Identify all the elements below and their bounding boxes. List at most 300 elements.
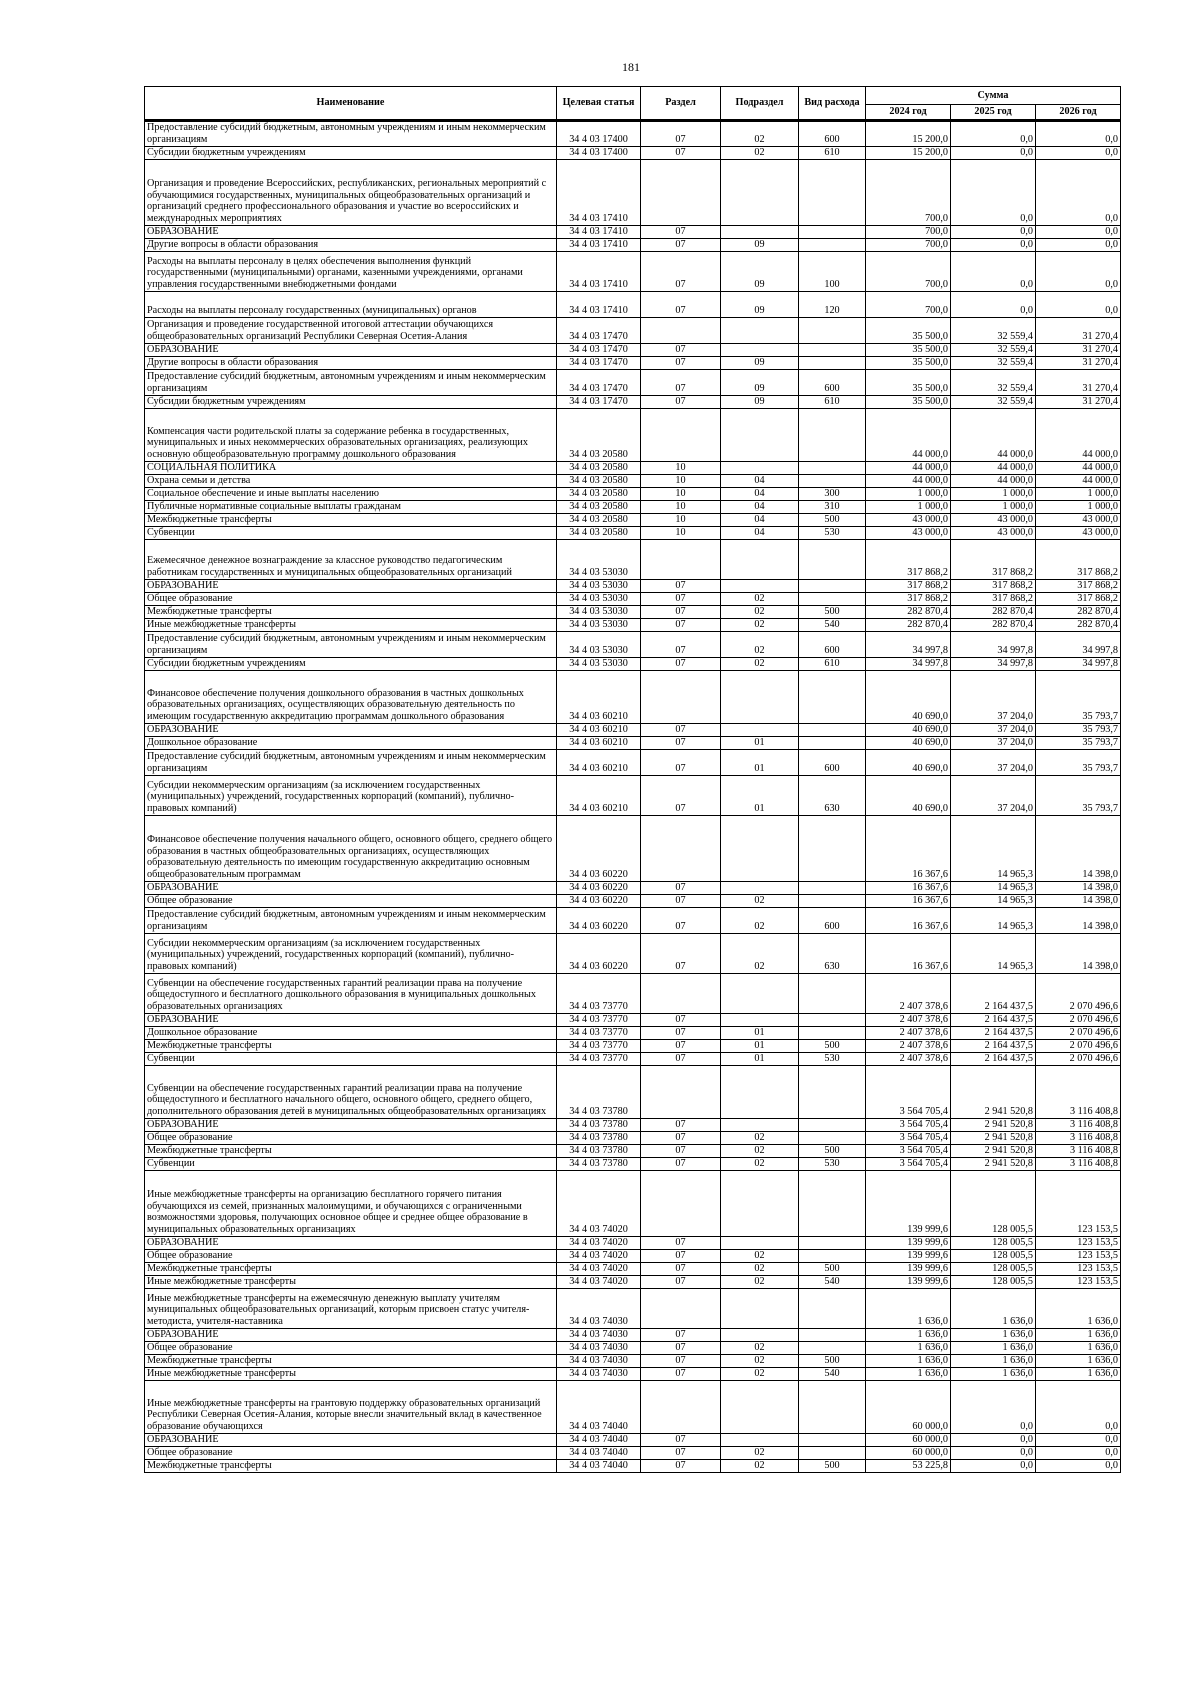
cell-target-code: 34 4 03 73780: [557, 1158, 641, 1171]
cell-sum-2026: 0,0: [1036, 226, 1121, 239]
cell-subsection: [721, 580, 799, 593]
cell-sum-2025: 0,0: [951, 160, 1036, 226]
cell-subsection: 01: [721, 1027, 799, 1040]
cell-sum-2024: 2 407 378,6: [866, 974, 951, 1014]
cell-sum-2024: 35 500,0: [866, 396, 951, 409]
cell-subsection: [721, 1289, 799, 1329]
cell-subsection: 09: [721, 370, 799, 396]
cell-sum-2025: 37 204,0: [951, 750, 1036, 776]
cell-section: 07: [641, 1460, 721, 1473]
cell-section: 07: [641, 396, 721, 409]
cell-sum-2024: 317 868,2: [866, 540, 951, 580]
cell-name: ОБРАЗОВАНИЕ: [145, 882, 557, 895]
cell-name: Общее образование: [145, 895, 557, 908]
cell-target-code: 34 4 03 17470: [557, 344, 641, 357]
cell-expense-type: 600: [799, 908, 866, 934]
cell-subsection: [721, 226, 799, 239]
table-row: [145, 252, 1121, 292]
cell-sum-2024: 139 999,6: [866, 1276, 951, 1289]
cell-sum-2024: 3 564 705,4: [866, 1145, 951, 1158]
cell-sum-2025: 37 204,0: [951, 724, 1036, 737]
header-section: Раздел: [641, 87, 721, 121]
cell-sum-2026: 14 398,0: [1036, 895, 1121, 908]
cell-name: Иные межбюджетные трансферты: [145, 1368, 557, 1381]
cell-expense-type: 500: [799, 1040, 866, 1053]
cell-sum-2025: 317 868,2: [951, 580, 1036, 593]
cell-sum-2026: 123 153,5: [1036, 1250, 1121, 1263]
cell-section: 07: [641, 1368, 721, 1381]
cell-sum-2025: 32 559,4: [951, 344, 1036, 357]
table-row: [145, 475, 1121, 488]
cell-sum-2026: 1 636,0: [1036, 1342, 1121, 1355]
cell-section: 07: [641, 1158, 721, 1171]
table-row: [145, 239, 1121, 252]
cell-sum-2025: 2 941 520,8: [951, 1132, 1036, 1145]
cell-expense-type: [799, 1342, 866, 1355]
cell-target-code: 34 4 03 74020: [557, 1276, 641, 1289]
table-row: [145, 514, 1121, 527]
cell-section: 07: [641, 1145, 721, 1158]
cell-subsection: 01: [721, 737, 799, 750]
cell-name: Организация и проведение государственной итоговой аттестации обучающихся общеобразовательных организаций Республики Северная Осетия-Алания: [145, 318, 557, 344]
cell-expense-type: 300: [799, 488, 866, 501]
cell-expense-type: [799, 1237, 866, 1250]
table-row: [145, 1250, 1121, 1263]
cell-subsection: [721, 724, 799, 737]
cell-subsection: [721, 318, 799, 344]
cell-sum-2025: 37 204,0: [951, 671, 1036, 724]
header-sum: Сумма: [866, 87, 1121, 105]
cell-expense-type: 630: [799, 934, 866, 974]
cell-name: Иные межбюджетные трансферты: [145, 1276, 557, 1289]
cell-sum-2024: 139 999,6: [866, 1250, 951, 1263]
cell-sum-2025: 34 997,8: [951, 658, 1036, 671]
cell-section: [641, 540, 721, 580]
cell-sum-2024: 1 636,0: [866, 1368, 951, 1381]
cell-section: [641, 1289, 721, 1329]
cell-expense-type: [799, 1066, 866, 1119]
cell-sum-2024: 2 407 378,6: [866, 1040, 951, 1053]
header-year-2025: 2025 год: [951, 105, 1036, 121]
table-row: [145, 396, 1121, 409]
cell-sum-2024: 3 564 705,4: [866, 1066, 951, 1119]
cell-subsection: [721, 1434, 799, 1447]
cell-sum-2026: 3 116 408,8: [1036, 1119, 1121, 1132]
cell-expense-type: [799, 974, 866, 1014]
cell-subsection: 02: [721, 1158, 799, 1171]
table-row: [145, 1053, 1121, 1066]
header-year-2026: 2026 год: [1036, 105, 1121, 121]
cell-sum-2025: 317 868,2: [951, 593, 1036, 606]
cell-section: 10: [641, 527, 721, 540]
cell-target-code: 34 4 03 20580: [557, 409, 641, 462]
cell-sum-2025: 128 005,5: [951, 1171, 1036, 1237]
cell-section: 07: [641, 370, 721, 396]
cell-subsection: 02: [721, 1132, 799, 1145]
cell-sum-2025: 32 559,4: [951, 357, 1036, 370]
cell-expense-type: [799, 357, 866, 370]
cell-sum-2025: 1 000,0: [951, 488, 1036, 501]
cell-subsection: 04: [721, 475, 799, 488]
cell-sum-2024: 43 000,0: [866, 514, 951, 527]
cell-sum-2024: 139 999,6: [866, 1237, 951, 1250]
table-row: [145, 1066, 1121, 1119]
cell-name: Дошкольное образование: [145, 1027, 557, 1040]
cell-sum-2025: 282 870,4: [951, 606, 1036, 619]
cell-sum-2024: 1 636,0: [866, 1289, 951, 1329]
table-row: [145, 1145, 1121, 1158]
cell-expense-type: [799, 1119, 866, 1132]
cell-sum-2024: 35 500,0: [866, 370, 951, 396]
cell-sum-2025: 37 204,0: [951, 737, 1036, 750]
cell-expense-type: [799, 593, 866, 606]
cell-expense-type: 540: [799, 619, 866, 632]
cell-name: Субвенции: [145, 1158, 557, 1171]
cell-sum-2026: 2 070 496,6: [1036, 1014, 1121, 1027]
cell-expense-type: [799, 895, 866, 908]
cell-target-code: 34 4 03 20580: [557, 488, 641, 501]
table-row: [145, 226, 1121, 239]
cell-expense-type: [799, 344, 866, 357]
cell-sum-2024: 2 407 378,6: [866, 1014, 951, 1027]
table-row: [145, 1381, 1121, 1434]
cell-section: 07: [641, 750, 721, 776]
cell-name: ОБРАЗОВАНИЕ: [145, 1119, 557, 1132]
cell-sum-2024: 1 636,0: [866, 1342, 951, 1355]
cell-sum-2024: 700,0: [866, 292, 951, 318]
cell-target-code: 34 4 03 74030: [557, 1342, 641, 1355]
cell-expense-type: [799, 540, 866, 580]
cell-name: ОБРАЗОВАНИЕ: [145, 1434, 557, 1447]
cell-expense-type: [799, 1132, 866, 1145]
cell-subsection: [721, 1119, 799, 1132]
cell-sum-2024: 34 997,8: [866, 632, 951, 658]
cell-section: [641, 1381, 721, 1434]
cell-expense-type: [799, 816, 866, 882]
cell-sum-2025: 128 005,5: [951, 1237, 1036, 1250]
cell-name: Предоставление субсидий бюджетным, автономным учреждениям и иным некоммерческим организациям: [145, 632, 557, 658]
cell-expense-type: 100: [799, 252, 866, 292]
cell-name: Ежемесячное денежное вознаграждение за классное руководство педагогическим работникам государственных и муниципальных общеобразовательных организаций: [145, 540, 557, 580]
cell-target-code: 34 4 03 74020: [557, 1237, 641, 1250]
cell-expense-type: 540: [799, 1368, 866, 1381]
cell-sum-2026: 31 270,4: [1036, 396, 1121, 409]
cell-subsection: [721, 462, 799, 475]
cell-sum-2025: 317 868,2: [951, 540, 1036, 580]
table-row: [145, 370, 1121, 396]
cell-sum-2026: 31 270,4: [1036, 357, 1121, 370]
cell-name: Межбюджетные трансферты: [145, 1040, 557, 1053]
cell-target-code: 34 4 03 17470: [557, 357, 641, 370]
table-row: [145, 1014, 1121, 1027]
cell-name: Общее образование: [145, 593, 557, 606]
cell-subsection: 02: [721, 147, 799, 160]
cell-expense-type: [799, 318, 866, 344]
table-row: [145, 606, 1121, 619]
cell-sum-2024: 16 367,6: [866, 895, 951, 908]
cell-subsection: [721, 882, 799, 895]
cell-section: 07: [641, 357, 721, 370]
cell-sum-2026: 2 070 496,6: [1036, 974, 1121, 1014]
table-row: [145, 1119, 1121, 1132]
table-row: [145, 1027, 1121, 1040]
table-row: [145, 671, 1121, 724]
cell-sum-2024: 700,0: [866, 226, 951, 239]
cell-section: 07: [641, 934, 721, 974]
cell-sum-2025: 32 559,4: [951, 370, 1036, 396]
cell-subsection: 09: [721, 239, 799, 252]
cell-expense-type: [799, 737, 866, 750]
cell-target-code: 34 4 03 53030: [557, 632, 641, 658]
cell-section: 07: [641, 239, 721, 252]
cell-sum-2025: 2 164 437,5: [951, 974, 1036, 1014]
cell-target-code: 34 4 03 53030: [557, 658, 641, 671]
table-row: [145, 1040, 1121, 1053]
cell-sum-2024: 35 500,0: [866, 344, 951, 357]
cell-subsection: [721, 1237, 799, 1250]
cell-subsection: 01: [721, 750, 799, 776]
cell-subsection: [721, 409, 799, 462]
cell-sum-2024: 282 870,4: [866, 619, 951, 632]
cell-sum-2025: 1 636,0: [951, 1289, 1036, 1329]
cell-target-code: 34 4 03 17410: [557, 160, 641, 226]
table-row: [145, 147, 1121, 160]
cell-sum-2024: 16 367,6: [866, 882, 951, 895]
cell-section: [641, 974, 721, 1014]
cell-sum-2026: 0,0: [1036, 239, 1121, 252]
cell-sum-2025: 14 965,3: [951, 934, 1036, 974]
cell-subsection: 09: [721, 252, 799, 292]
cell-target-code: 34 4 03 17470: [557, 370, 641, 396]
cell-sum-2024: 317 868,2: [866, 593, 951, 606]
cell-name: Субвенции на обеспечение государственных гарантий реализации права на получение общедоступного и бесплатного дошкольного образования в муниципальных дошкольных образовательных организациях: [145, 974, 557, 1014]
cell-expense-type: 600: [799, 632, 866, 658]
cell-section: [641, 409, 721, 462]
cell-subsection: [721, 160, 799, 226]
cell-subsection: [721, 1381, 799, 1434]
cell-section: 07: [641, 593, 721, 606]
table-row: [145, 593, 1121, 606]
cell-sum-2025: 0,0: [951, 1434, 1036, 1447]
cell-name: Социальное обеспечение и иные выплаты населению: [145, 488, 557, 501]
cell-sum-2024: 40 690,0: [866, 750, 951, 776]
cell-sum-2026: 1 000,0: [1036, 488, 1121, 501]
cell-expense-type: 500: [799, 1263, 866, 1276]
cell-sum-2026: 2 070 496,6: [1036, 1027, 1121, 1040]
cell-name: ОБРАЗОВАНИЕ: [145, 1237, 557, 1250]
cell-sum-2024: 3 564 705,4: [866, 1158, 951, 1171]
cell-sum-2026: 34 997,8: [1036, 658, 1121, 671]
cell-expense-type: [799, 462, 866, 475]
cell-expense-type: 610: [799, 658, 866, 671]
cell-section: 07: [641, 1040, 721, 1053]
table-row: [145, 1460, 1121, 1473]
cell-sum-2025: 0,0: [951, 252, 1036, 292]
cell-target-code: 34 4 03 20580: [557, 501, 641, 514]
table-row: [145, 501, 1121, 514]
cell-sum-2026: 44 000,0: [1036, 409, 1121, 462]
cell-sum-2026: 123 153,5: [1036, 1171, 1121, 1237]
table-row: [145, 1289, 1121, 1329]
cell-sum-2025: 44 000,0: [951, 409, 1036, 462]
cell-target-code: 34 4 03 73780: [557, 1132, 641, 1145]
cell-subsection: [721, 974, 799, 1014]
cell-section: [641, 1171, 721, 1237]
cell-section: 07: [641, 1053, 721, 1066]
cell-target-code: 34 4 03 60220: [557, 934, 641, 974]
cell-name: Общее образование: [145, 1250, 557, 1263]
cell-target-code: 34 4 03 60210: [557, 724, 641, 737]
cell-sum-2025: 32 559,4: [951, 396, 1036, 409]
cell-name: Предоставление субсидий бюджетным, автономным учреждениям и иным некоммерческим организациям: [145, 908, 557, 934]
table-row: [145, 540, 1121, 580]
header-year-2024: 2024 год: [866, 105, 951, 121]
cell-target-code: 34 4 03 74030: [557, 1368, 641, 1381]
cell-section: 07: [641, 1119, 721, 1132]
cell-subsection: 02: [721, 1447, 799, 1460]
cell-sum-2025: 14 965,3: [951, 816, 1036, 882]
cell-sum-2024: 2 407 378,6: [866, 1027, 951, 1040]
cell-sum-2026: 0,0: [1036, 292, 1121, 318]
cell-expense-type: 500: [799, 1460, 866, 1473]
cell-sum-2024: 60 000,0: [866, 1434, 951, 1447]
table-row: [145, 488, 1121, 501]
cell-expense-type: [799, 475, 866, 488]
cell-section: 07: [641, 908, 721, 934]
cell-expense-type: 600: [799, 121, 866, 147]
cell-target-code: 34 4 03 17470: [557, 396, 641, 409]
cell-sum-2026: 44 000,0: [1036, 462, 1121, 475]
cell-sum-2025: 0,0: [951, 239, 1036, 252]
cell-subsection: 02: [721, 1355, 799, 1368]
cell-sum-2024: 1 636,0: [866, 1355, 951, 1368]
cell-sum-2025: 128 005,5: [951, 1250, 1036, 1263]
header-subsection: Подраздел: [721, 87, 799, 121]
table-row: [145, 160, 1121, 226]
cell-section: 07: [641, 226, 721, 239]
cell-sum-2024: 317 868,2: [866, 580, 951, 593]
cell-name: ОБРАЗОВАНИЕ: [145, 1014, 557, 1027]
cell-target-code: 34 4 03 17400: [557, 147, 641, 160]
table-row: [145, 1276, 1121, 1289]
cell-sum-2025: 2 941 520,8: [951, 1066, 1036, 1119]
cell-sum-2026: 35 793,7: [1036, 750, 1121, 776]
cell-subsection: 02: [721, 1276, 799, 1289]
cell-expense-type: 600: [799, 750, 866, 776]
cell-sum-2026: 0,0: [1036, 252, 1121, 292]
table-row: [145, 619, 1121, 632]
cell-expense-type: [799, 160, 866, 226]
cell-sum-2024: 2 407 378,6: [866, 1053, 951, 1066]
cell-sum-2025: 0,0: [951, 292, 1036, 318]
cell-section: 07: [641, 292, 721, 318]
cell-subsection: [721, 1066, 799, 1119]
table-row: [145, 1263, 1121, 1276]
cell-name: Субвенции: [145, 527, 557, 540]
cell-sum-2026: 14 398,0: [1036, 882, 1121, 895]
cell-section: 07: [641, 1276, 721, 1289]
cell-target-code: 34 4 03 74040: [557, 1460, 641, 1473]
cell-section: 07: [641, 580, 721, 593]
cell-sum-2024: 53 225,8: [866, 1460, 951, 1473]
cell-target-code: 34 4 03 60220: [557, 816, 641, 882]
cell-section: [641, 160, 721, 226]
cell-sum-2026: 0,0: [1036, 147, 1121, 160]
table-row: [145, 934, 1121, 974]
cell-subsection: 02: [721, 593, 799, 606]
cell-expense-type: [799, 1171, 866, 1237]
cell-target-code: 34 4 03 74040: [557, 1434, 641, 1447]
table-row: [145, 462, 1121, 475]
cell-name: ОБРАЗОВАНИЕ: [145, 1329, 557, 1342]
cell-target-code: 34 4 03 73770: [557, 974, 641, 1014]
cell-name: Субсидии бюджетным учреждениям: [145, 658, 557, 671]
cell-subsection: [721, 540, 799, 580]
cell-sum-2024: 3 564 705,4: [866, 1132, 951, 1145]
cell-name: Субвенции на обеспечение государственных гарантий реализации права на получение общедоступного и бесплатного начального общего, основного общего, среднего общего, дополнительного образования детей в муниципальных общеобразовательных организациях: [145, 1066, 557, 1119]
cell-name: ОБРАЗОВАНИЕ: [145, 226, 557, 239]
cell-sum-2024: 16 367,6: [866, 934, 951, 974]
cell-sum-2025: 2 941 520,8: [951, 1158, 1036, 1171]
cell-sum-2024: 35 500,0: [866, 357, 951, 370]
cell-sum-2025: 1 000,0: [951, 501, 1036, 514]
cell-sum-2026: 31 270,4: [1036, 318, 1121, 344]
cell-expense-type: [799, 1381, 866, 1434]
cell-name: Предоставление субсидий бюджетным, автономным учреждениям и иным некоммерческим организациям: [145, 121, 557, 147]
cell-section: 07: [641, 121, 721, 147]
cell-name: Межбюджетные трансферты: [145, 1355, 557, 1368]
cell-sum-2026: 0,0: [1036, 121, 1121, 147]
cell-sum-2025: 1 636,0: [951, 1355, 1036, 1368]
cell-name: СОЦИАЛЬНАЯ ПОЛИТИКА: [145, 462, 557, 475]
cell-subsection: 04: [721, 488, 799, 501]
cell-target-code: 34 4 03 73780: [557, 1145, 641, 1158]
cell-section: 07: [641, 882, 721, 895]
cell-target-code: 34 4 03 60220: [557, 908, 641, 934]
cell-expense-type: 500: [799, 1145, 866, 1158]
cell-target-code: 34 4 03 74020: [557, 1250, 641, 1263]
cell-sum-2025: 1 636,0: [951, 1329, 1036, 1342]
cell-target-code: 34 4 03 73770: [557, 1040, 641, 1053]
cell-sum-2025: 14 965,3: [951, 895, 1036, 908]
cell-name: Компенсация части родительской платы за содержание ребенка в государственных, муниципальных и иных некоммерческих образовательных организациях, реализующих основную общеобразовательную программу дошкольного образования: [145, 409, 557, 462]
cell-expense-type: 310: [799, 501, 866, 514]
cell-target-code: 34 4 03 60220: [557, 895, 641, 908]
table-row: [145, 409, 1121, 462]
cell-sum-2026: 3 116 408,8: [1036, 1132, 1121, 1145]
cell-sum-2025: 0,0: [951, 1447, 1036, 1460]
cell-expense-type: 500: [799, 1355, 866, 1368]
cell-subsection: 02: [721, 121, 799, 147]
cell-expense-type: 500: [799, 606, 866, 619]
cell-target-code: 34 4 03 53030: [557, 619, 641, 632]
cell-target-code: 34 4 03 60220: [557, 882, 641, 895]
table-row: [145, 1447, 1121, 1460]
cell-subsection: 02: [721, 1145, 799, 1158]
header-target: Целевая статья: [557, 87, 641, 121]
cell-expense-type: 530: [799, 1158, 866, 1171]
cell-section: 07: [641, 632, 721, 658]
cell-sum-2024: 35 500,0: [866, 318, 951, 344]
cell-sum-2025: 44 000,0: [951, 462, 1036, 475]
cell-target-code: 34 4 03 53030: [557, 580, 641, 593]
cell-subsection: 02: [721, 895, 799, 908]
table-row: [145, 895, 1121, 908]
cell-sum-2026: 0,0: [1036, 1381, 1121, 1434]
cell-name: Межбюджетные трансферты: [145, 514, 557, 527]
cell-sum-2026: 35 793,7: [1036, 724, 1121, 737]
cell-target-code: 34 4 03 17410: [557, 239, 641, 252]
